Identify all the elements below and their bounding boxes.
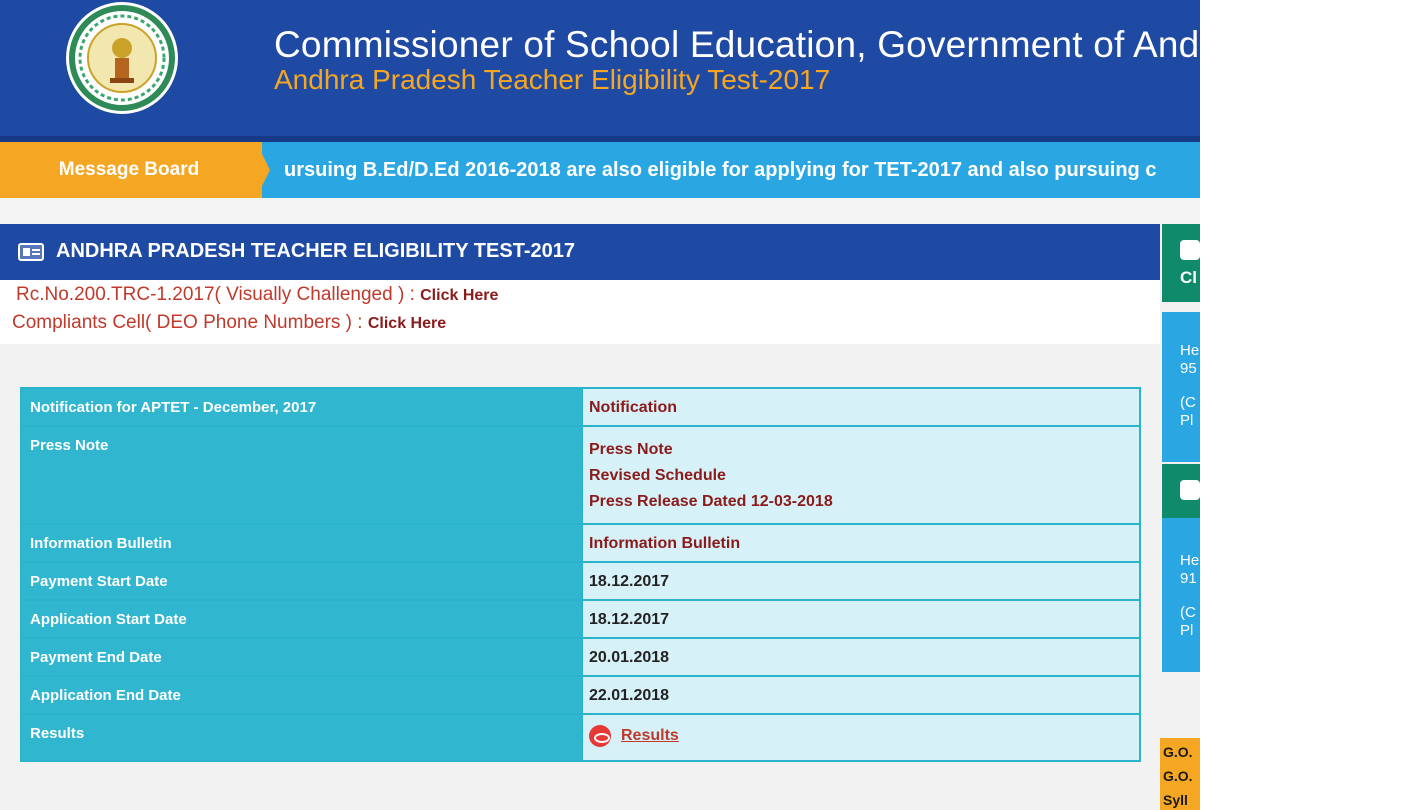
sidebar-syllabus-link[interactable]: Syll bbox=[1163, 792, 1188, 808]
row-label: Results bbox=[21, 714, 582, 761]
row-value bbox=[582, 524, 1140, 562]
sidebar-box1-line: He bbox=[1180, 342, 1200, 359]
results-label: Results bbox=[621, 727, 679, 744]
sidebar-go-link[interactable]: G.O. bbox=[1163, 744, 1193, 760]
notice-visually-challenged bbox=[16, 284, 498, 306]
site-subtitle: Andhra Pradesh Teacher Eligibility Test-2017 bbox=[274, 64, 831, 95]
payment-start-date: 18.12.2017 bbox=[582, 562, 1140, 600]
panel-title: ANDHRA PRADESH TEACHER ELIGIBILITY TEST-2017 bbox=[56, 240, 575, 262]
notification-link[interactable]: Notification bbox=[589, 399, 677, 416]
table-row bbox=[21, 562, 1140, 600]
row-label: Information Bulletin bbox=[21, 524, 582, 562]
press-note-link[interactable]: Press Note bbox=[589, 441, 673, 458]
table-row bbox=[21, 600, 1140, 638]
application-start-date: 18.12.2017 bbox=[582, 600, 1140, 638]
table-row bbox=[21, 524, 1140, 562]
click-here-link[interactable]: Click Here bbox=[420, 287, 499, 304]
panel-header bbox=[0, 224, 1160, 280]
row-label: Press Note bbox=[21, 426, 582, 524]
sidebar-box2-line: He bbox=[1180, 552, 1200, 569]
table-row bbox=[21, 714, 1140, 761]
row-label: Notification for APTET - December, 2017 bbox=[21, 388, 582, 426]
spacer bbox=[0, 198, 1200, 224]
main-panel bbox=[0, 224, 1160, 810]
notice-text: Rc.No.200.TRC-1.2017( Visually Challenged ) : bbox=[16, 284, 421, 305]
table-row bbox=[21, 676, 1140, 714]
sidebar-box2-line: Pl bbox=[1180, 622, 1194, 639]
sidebar-box2-line: 91 bbox=[1180, 570, 1197, 587]
sidebar-box2-body bbox=[1162, 518, 1200, 672]
sidebar-box1-header bbox=[1162, 224, 1200, 302]
table-row bbox=[21, 638, 1140, 676]
table-row bbox=[21, 426, 1140, 524]
sidebar-box1-line: Pl bbox=[1180, 412, 1194, 429]
id-card-icon bbox=[18, 243, 44, 261]
sidebar-go-link[interactable]: G.O. bbox=[1163, 768, 1193, 784]
phone-icon bbox=[1180, 480, 1200, 500]
application-end-date: 22.01.2018 bbox=[582, 676, 1140, 714]
message-board bbox=[0, 142, 1200, 198]
sidebar-box1-title: Cl bbox=[1180, 268, 1197, 287]
row-value bbox=[582, 426, 1140, 524]
site-title: Commissioner of School Education, Government of Andhra Pradesh bbox=[274, 24, 1403, 65]
row-value bbox=[582, 388, 1140, 426]
andhra-pradesh-emblem-icon[interactable] bbox=[66, 2, 178, 114]
information-bulletin-link[interactable]: Information Bulletin bbox=[589, 535, 741, 552]
results-icon bbox=[589, 725, 611, 747]
site-header bbox=[0, 0, 1403, 140]
click-here-link[interactable]: Click Here bbox=[367, 315, 447, 332]
row-label: Application End Date bbox=[21, 676, 582, 714]
notice-complaints-cell bbox=[12, 312, 446, 334]
press-release-link[interactable]: Press Release Dated 12-03-2018 bbox=[589, 493, 833, 510]
payment-end-date: 20.01.2018 bbox=[582, 638, 1140, 676]
message-board-arrow bbox=[256, 142, 270, 198]
message-ticker-text[interactable]: ursuing B.Ed/D.Ed 2016-2018 are also eligible for applying for TET-2017 and also pursuing c bbox=[284, 159, 1157, 181]
sidebar-box1-body bbox=[1162, 312, 1200, 462]
sidebar-box1-line: (C bbox=[1180, 394, 1196, 411]
row-label: Application Start Date bbox=[21, 600, 582, 638]
table-row bbox=[21, 388, 1140, 426]
schedule-table bbox=[20, 387, 1141, 762]
sidebar-box2-line: (C bbox=[1180, 604, 1196, 621]
message-board-label: Message Board bbox=[58, 159, 200, 180]
row-value bbox=[582, 714, 1140, 761]
revised-schedule-link[interactable]: Revised Schedule bbox=[589, 467, 726, 484]
phone-icon bbox=[1180, 240, 1200, 260]
notice-text: Compliants Cell( DEO Phone Numbers ) : bbox=[12, 312, 368, 333]
results-link[interactable] bbox=[589, 725, 679, 747]
sidebar-box1-line: 95 bbox=[1180, 360, 1197, 377]
row-label: Payment Start Date bbox=[21, 562, 582, 600]
row-label: Payment End Date bbox=[21, 638, 582, 676]
